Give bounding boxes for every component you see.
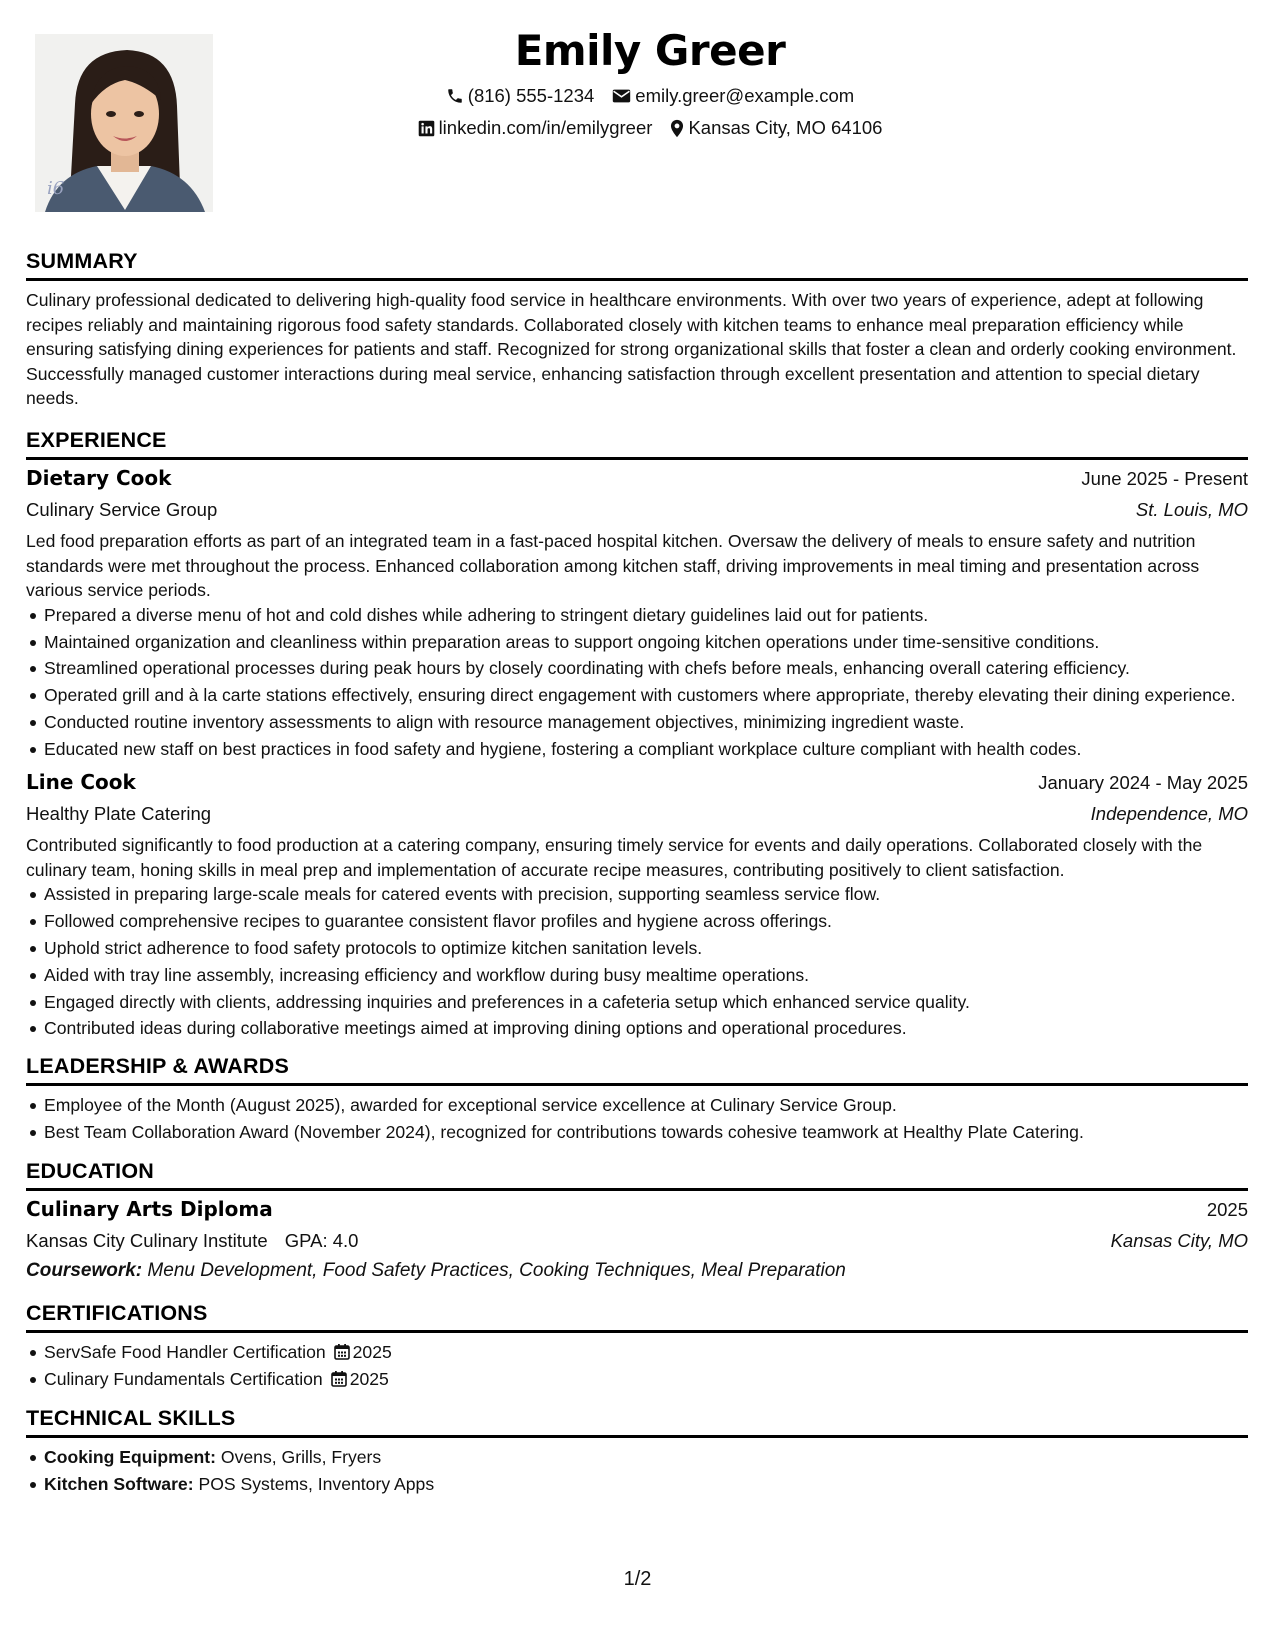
job-title: Dietary Cook [26,465,172,490]
degree-title: Culinary Arts Diploma [26,1196,273,1221]
education-section [26,1156,1248,1286]
profile-photo [35,34,213,212]
section-divider [26,1435,1248,1438]
skill-value: POS Systems, Inventory Apps [198,1473,435,1494]
phone-number: (816) 555-1234 [467,85,595,106]
candidate-name: Emily Greer [514,26,786,75]
skills-section [26,1403,1248,1496]
phone-icon [446,87,464,105]
list-item [26,1472,1248,1496]
email-contact [612,80,854,112]
map-pin-icon [670,119,684,138]
certification-year: 2025 [349,1368,389,1389]
list-item: Maintained organization and cleanliness within preparation areas to support ongoing kitchen operations under time-sensitive conditions. [26,630,1248,654]
svg-text:i6: i6 [47,178,65,199]
coursework-label: Coursework: [26,1259,143,1281]
job-bullets [26,882,1248,1040]
list-item: Aided with tray line assembly, increasing efficiency and workflow during busy mealtime operations. [26,963,1248,987]
list-item: Best Team Collaboration Award (November 2024), recognized for contributions towards cohesive teamwork at Healthy Plate Catering. [26,1120,1248,1144]
coursework-list: Menu Development, Food Safety Practices, Cooking Techniques, Meal Preparation [147,1259,846,1281]
contact-row-1 [300,80,1000,112]
school-name: Kansas City Culinary Institute [26,1229,268,1251]
section-divider [26,1330,1248,1333]
section-heading: EXPERIENCE [26,427,167,452]
section-heading: SUMMARY [26,249,138,273]
location-contact [670,112,882,144]
list-item [26,1340,1248,1364]
list-item: Employee of the Month (August 2025), awarded for exceptional service excellence at Culinary Service Group. [26,1093,1248,1117]
leadership-section [26,1051,1248,1144]
section-heading: TECHNICAL SKILLS [26,1406,236,1431]
list-item: Operated grill and à la carte stations effectively, ensuring direct engagement with customers where appropriate, thereby elevating their dining experience. [26,683,1248,707]
graduation-year: 2025 [1206,1198,1248,1220]
skills-list [26,1445,1248,1496]
award-list [26,1093,1248,1144]
job-description: Led food preparation efforts as part of an integrated team in a fast-paced hospital kitchen. Oversaw the delivery of meals to ensure safety and nutrition standards were met throughout the process. Enhanced collaboration among kitchen staff, driving improvements in meal timing and presentation across various service periods. [26,530,1200,601]
list-item: Engaged directly with clients, addressing inquiries and preferences in a cafeteria setup which enhanced service quality. [26,990,1248,1014]
job-title: Line Cook [26,770,136,795]
job-entry [26,766,1248,1041]
certification-year: 2025 [352,1341,392,1362]
experience-section [26,425,1248,1041]
list-item: Educated new staff on best practices in food safety and hygiene, fostering a compliant workplace culture compliant with health codes. [26,737,1248,761]
envelope-icon [612,88,631,104]
job-location: Independence, MO [1090,803,1248,825]
summary-text: Culinary professional dedicated to delivering high-quality food service in healthcare environments. With over two years of experience, adept at following recipes reliably and maintaining rigorous food safety standards. Collaborated closely with kitchen teams to enhance meal preparation efficiency while ensuring satisfying dining experiences for patients and staff. Recognized for strong organizational skills that foster a clean and orderly cooking environment. Successfully managed customer interactions during meal service, enhancing satisfaction through excellent presentation and attention to special dietary needs. [26,290,1237,409]
section-divider [26,1188,1248,1191]
section-heading: CERTIFICATIONS [26,1300,208,1325]
section-divider [26,278,1248,281]
linkedin-url: linkedin.com/in/emilygreer [438,117,653,138]
job-company: Healthy Plate Catering [26,803,212,825]
job-bullets [26,603,1248,761]
page-number: 1/2 [623,1568,652,1590]
list-item: Uphold strict adherence to food safety protocols to optimize kitchen sanitation levels. [26,936,1248,960]
calendar-icon [334,1343,350,1360]
gpa: GPA: 4.0 [284,1229,359,1251]
calendar-icon [331,1370,347,1387]
skill-label: Kitchen Software: [44,1473,194,1494]
list-item: Conducted routine inventory assessments to align with resource management objectives, minimizing ingredient waste. [26,710,1248,734]
list-item: Assisted in preparing large-scale meals for catered events with precision, supporting seamless service flow. [26,882,1248,906]
list-item: Followed comprehensive recipes to guarantee consistent flavor profiles and hygiene across offerings. [26,909,1248,933]
section-divider [26,1083,1248,1086]
certification-name: Culinary Fundamentals Certification [44,1368,323,1389]
job-description: Contributed significantly to food production at a catering company, ensuring timely service for events and daily operations. Collaborated closely with the culinary team, honing skills in meal prep and implementation of accurate recipe measures, contributing positively to client satisfaction. [26,835,1203,880]
job-dates: January 2024 - May 2025 [1038,772,1248,794]
job-entry [26,462,1248,761]
job-company: Culinary Service Group [26,498,218,520]
resume-body [26,246,1248,1499]
phone-contact [446,80,595,112]
list-item [26,1445,1248,1469]
list-item: Streamlined operational processes during peak hours by closely coordinating with chefs before meals, enhancing overall catering efficiency. [26,656,1248,680]
skill-value: Ovens, Grills, Fryers [220,1447,382,1468]
certifications-section [26,1298,1248,1391]
section-heading: LEADERSHIP & AWARDS [26,1053,290,1078]
certification-name: ServSafe Food Handler Certification [44,1341,326,1362]
section-heading: EDUCATION [26,1158,155,1183]
summary-section [26,246,1248,411]
coursework [26,1256,1248,1286]
job-location: St. Louis, MO [1135,498,1248,520]
linkedin-icon [418,120,435,137]
section-divider [26,457,1248,460]
job-dates: June 2025 - Present [1081,467,1248,489]
linkedin-contact [418,112,653,144]
contact-row-2 [300,112,1000,144]
email-address: emily.greer@example.com [635,85,855,106]
list-item: Prepared a diverse menu of hot and cold dishes while adhering to stringent dietary guidelines laid out for patients. [26,603,1248,627]
certification-list [26,1340,1248,1391]
location-text: Kansas City, MO 64106 [688,117,883,138]
skill-label: Cooking Equipment: [44,1447,217,1468]
list-item [26,1367,1248,1391]
school-info [26,1226,358,1256]
school-location: Kansas City, MO [1110,1229,1248,1251]
resume-header [300,22,1000,144]
list-item: Contributed ideas during collaborative meetings aimed at improving dining options and operational procedures. [26,1016,1248,1040]
